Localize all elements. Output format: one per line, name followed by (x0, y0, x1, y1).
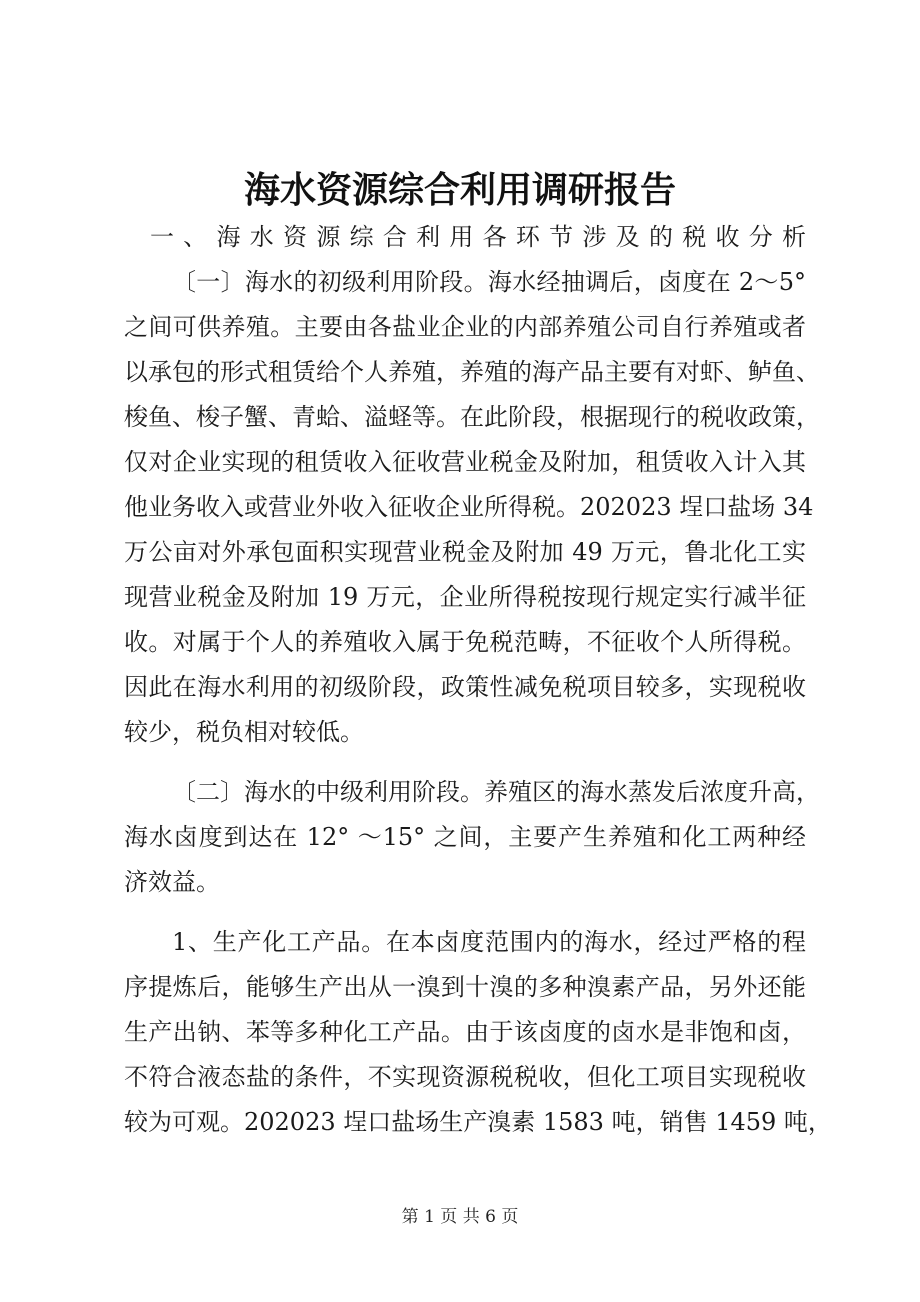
paragraph-line: 〔一〕海水的初级利用阶段。海水经抽调后，卤度在 2～5° (172, 268, 806, 296)
paragraph-line: 仅对企业实现的租赁收入征收营业税金及附加，租赁收入计入其 (124, 448, 806, 476)
paragraph-line: 以承包的形式租赁给个人养殖，养殖的海产品主要有对虾、鲈鱼、 (124, 358, 820, 386)
paragraph-line: 海水卤度到达在 12° ～15° 之间，主要产生养殖和化工两种经 (124, 823, 806, 851)
paragraph-line: 1、生产化工产品。在本卤度范围内的海水，经过严格的程 (172, 928, 806, 956)
document-title: 海水资源综合利用调研报告 (243, 169, 676, 211)
paragraph-line: 现营业税金及附加 19 万元，企业所得税按现行规定实行减半征 (124, 583, 806, 611)
section-heading: 一、海水资源综合利用各环节涉及的税收分析 (150, 223, 806, 251)
paragraph-line: 不符合液态盐的条件，不实现资源税税收，但化工项目实现税收 (124, 1063, 806, 1091)
paragraph-line: 序提炼后，能够生产出从一溴到十溴的多种溴素产品，另外还能 (124, 973, 806, 1001)
paragraph-line: 他业务收入或营业外收入征收企业所得税。202023 埕口盐场 34 (124, 493, 814, 521)
paragraph-line: 梭鱼、梭子蟹、青蛤、溢蛏等。在此阶段，根据现行的税收政策， (124, 403, 820, 431)
paragraph-line: 较为可观。202023 埕口盐场生产溴素 1583 吨，销售 1459 吨， (124, 1108, 832, 1136)
page-indicator: 第 1 页 共 6 页 (401, 1207, 519, 1227)
paragraph-line: 万公亩对外承包面积实现营业税金及附加 49 万元，鲁北化工实 (124, 538, 806, 566)
paragraph-line: 济效益。 (124, 868, 220, 896)
paragraph-line: 生产出钠、苯等多种化工产品。由于该卤度的卤水是非饱和卤， (124, 1018, 806, 1046)
paragraph-line: 因此在海水利用的初级阶段，政策性减免税项目较多，实现税收 (124, 673, 806, 701)
paragraph-line: 较少，税负相对较低。 (124, 718, 364, 746)
paragraph-line: 之间可供养殖。主要由各盐业企业的内部养殖公司自行养殖或者 (124, 313, 806, 341)
paragraph-line: 收。对属于个人的养殖收入属于免税范畴，不征收个人所得税。 (124, 628, 806, 656)
paragraph-line: 〔二〕海水的中级利用阶段。养殖区的海水蒸发后浓度升高， (172, 778, 820, 806)
